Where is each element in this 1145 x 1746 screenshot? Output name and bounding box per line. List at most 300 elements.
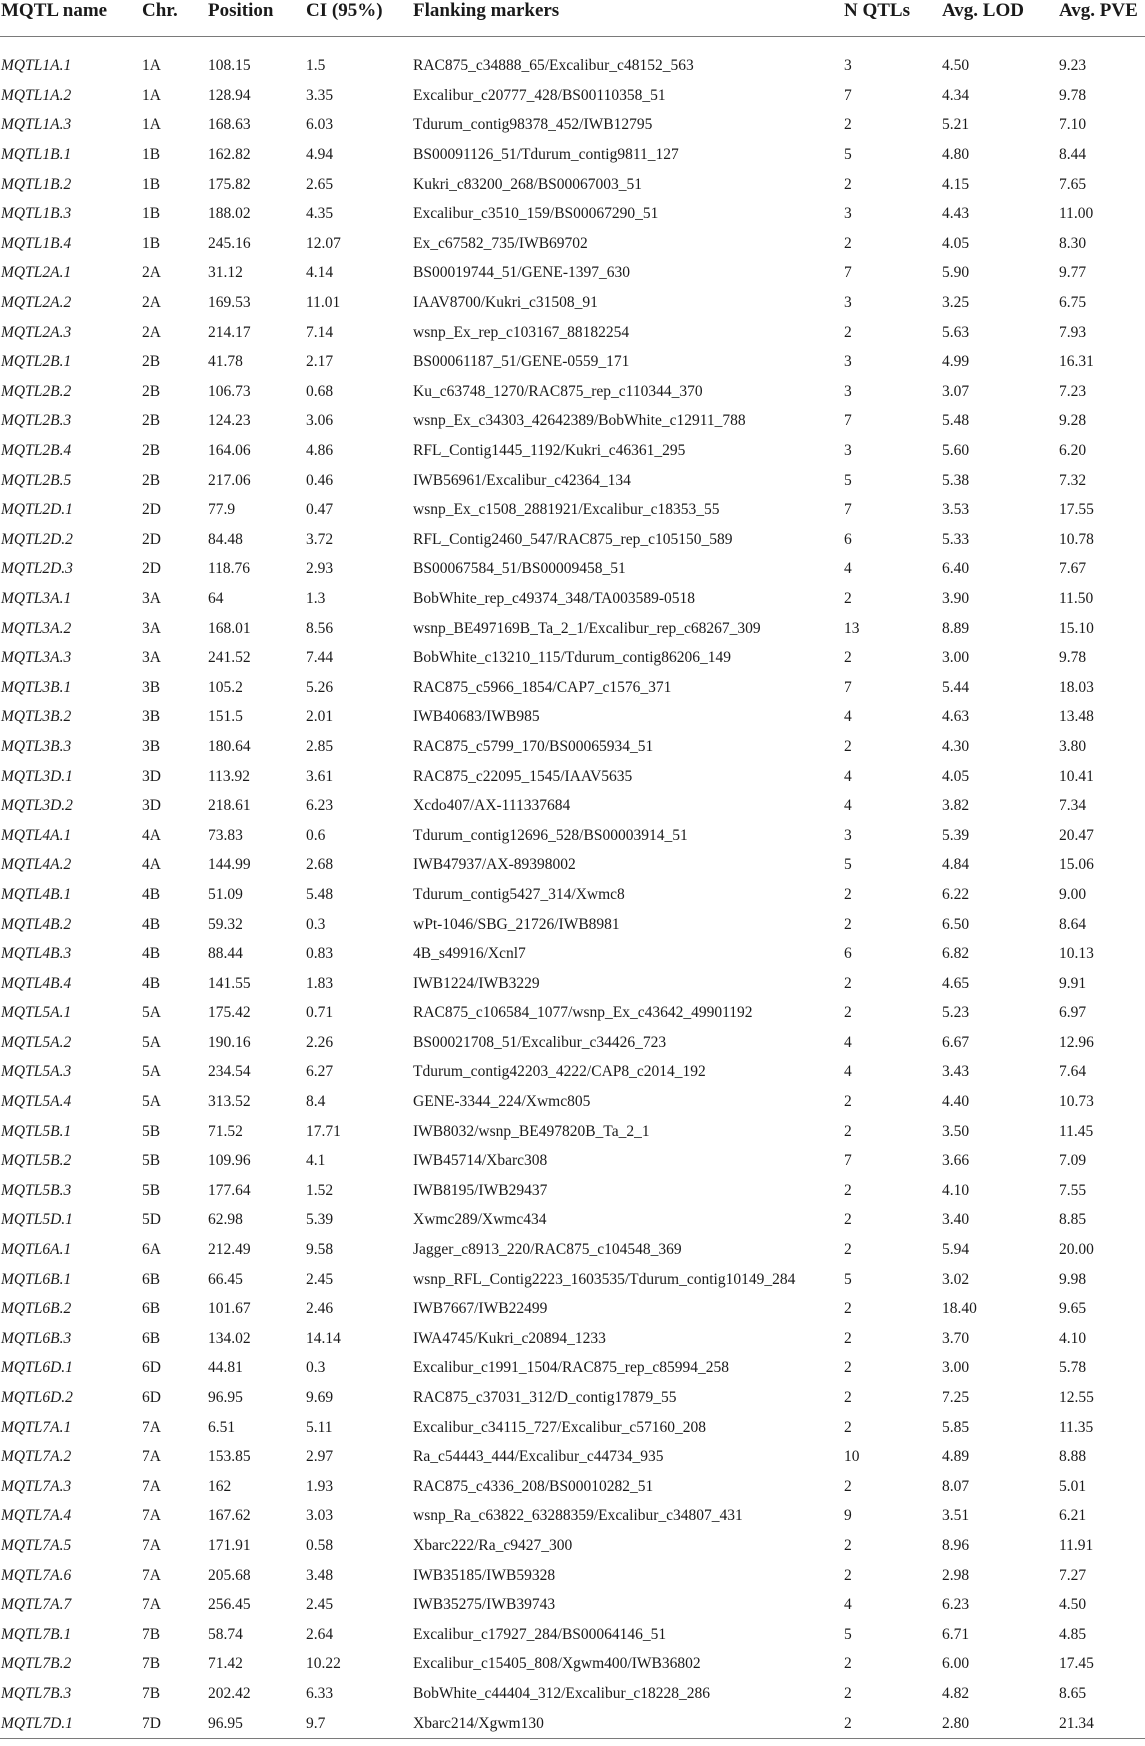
table-row	[0, 525, 1145, 555]
cell-ci: 6.33	[306, 1684, 334, 1702]
cell-ci: 0.46	[306, 471, 334, 489]
cell-avg-lod: 3.51	[942, 1507, 970, 1525]
cell-ci: 1.52	[306, 1181, 334, 1199]
cell-position: 162	[208, 1477, 232, 1495]
table-row	[0, 1531, 1145, 1561]
table-row	[0, 732, 1145, 762]
cell-ci: 1.5	[306, 57, 326, 75]
cell-ci: 8.4	[306, 1093, 326, 1111]
cell-position: 88.44	[208, 945, 243, 963]
cell-ci: 2.26	[306, 1033, 334, 1051]
cell-avg-lod: 4.05	[942, 234, 970, 252]
cell-n-qtls: 4	[844, 797, 852, 815]
cell-avg-lod: 6.82	[942, 945, 970, 963]
cell-flanking-markers: IAAV8700/Kukri_c31508_91	[413, 294, 598, 312]
cell-n-qtls: 7	[844, 264, 852, 282]
table-row	[0, 465, 1145, 495]
cell-avg-pve: 8.30	[1059, 234, 1087, 252]
table-row	[0, 1294, 1145, 1324]
cell-n-qtls: 2	[844, 974, 852, 992]
cell-n-qtls: 3	[844, 205, 852, 223]
table-row	[0, 1472, 1145, 1502]
table-row	[0, 495, 1145, 525]
cell-avg-pve: 18.03	[1059, 678, 1094, 696]
cell-position: 96.95	[208, 1389, 243, 1407]
cell-position: 141.55	[208, 974, 251, 992]
cell-chromosome: 5A	[142, 1033, 161, 1051]
cell-chromosome: 7A	[142, 1448, 161, 1466]
cell-avg-lod: 5.23	[942, 1004, 970, 1022]
cell-chromosome: 7A	[142, 1596, 161, 1614]
cell-flanking-markers: GENE-3344_224/Xwmc805	[413, 1093, 591, 1111]
cell-chromosome: 1A	[142, 57, 161, 75]
cell-position: 167.62	[208, 1507, 251, 1525]
cell-chromosome: 4A	[142, 826, 161, 844]
cell-n-qtls: 2	[844, 1655, 852, 1673]
cell-position: 188.02	[208, 205, 251, 223]
table-row	[0, 288, 1145, 318]
cell-n-qtls: 3	[844, 442, 852, 460]
cell-avg-pve: 12.96	[1059, 1033, 1094, 1051]
cell-avg-lod: 6.00	[942, 1655, 970, 1673]
cell-flanking-markers: Xcdo407/AX-111337684	[413, 797, 571, 815]
cell-avg-lod: 3.00	[942, 1359, 970, 1377]
cell-ci: 6.27	[306, 1063, 334, 1081]
cell-flanking-markers: Excalibur_c1991_1504/RAC875_rep_c85994_258	[413, 1359, 729, 1377]
cell-chromosome: 7B	[142, 1655, 161, 1673]
cell-n-qtls: 2	[844, 737, 852, 755]
table-body	[0, 37, 1145, 1739]
cell-ci: 2.17	[306, 353, 334, 371]
cell-n-qtls: 3	[844, 353, 852, 371]
cell-position: 109.96	[208, 1152, 251, 1170]
cell-ci: 7.14	[306, 323, 334, 341]
cell-mqtl-name: MQTL7A.3	[1, 1477, 72, 1495]
cell-position: 134.02	[208, 1329, 251, 1347]
cell-mqtl-name: MQTL5B.3	[1, 1181, 72, 1199]
cell-avg-lod: 3.25	[942, 294, 970, 312]
cell-flanking-markers: IWB35185/IWB59328	[413, 1566, 556, 1584]
cell-avg-lod: 4.15	[942, 175, 970, 193]
cell-n-qtls: 2	[844, 175, 852, 193]
cell-ci: 17.71	[306, 1122, 341, 1140]
table-row	[0, 1560, 1145, 1590]
cell-chromosome: 3D	[142, 797, 161, 815]
header-ci: CI (95%)	[305, 0, 412, 37]
cell-position: 151.5	[208, 708, 243, 726]
cell-mqtl-name: MQTL2B.3	[1, 412, 72, 430]
table-row	[0, 1176, 1145, 1206]
cell-mqtl-name: MQTL7A.6	[1, 1566, 72, 1584]
cell-n-qtls: 10	[844, 1448, 860, 1466]
cell-chromosome: 3B	[142, 708, 161, 726]
cell-chromosome: 6B	[142, 1270, 161, 1288]
cell-avg-pve: 7.32	[1059, 471, 1087, 489]
table-row	[0, 1057, 1145, 1087]
cell-flanking-markers: Tdurum_contig12696_528/BS00003914_51	[413, 826, 688, 844]
table-row	[0, 1708, 1145, 1738]
cell-mqtl-name: MQTL2B.5	[1, 471, 72, 489]
cell-ci: 2.45	[306, 1596, 334, 1614]
cell-avg-pve: 7.65	[1059, 175, 1087, 193]
cell-avg-lod: 3.00	[942, 649, 970, 667]
cell-flanking-markers: IWA4745/Kukri_c20894_1233	[413, 1329, 606, 1347]
cell-position: 205.68	[208, 1566, 251, 1584]
cell-flanking-markers: IWB8195/IWB29437	[413, 1181, 548, 1199]
cell-avg-pve: 8.65	[1059, 1684, 1087, 1702]
cell-ci: 1.93	[306, 1477, 334, 1495]
cell-n-qtls: 2	[844, 1122, 852, 1140]
cell-position: 153.85	[208, 1448, 251, 1466]
cell-n-qtls: 5	[844, 1625, 852, 1643]
cell-avg-pve: 4.10	[1059, 1329, 1087, 1347]
header-n-qtls: N QTLs	[843, 0, 941, 37]
cell-chromosome: 6D	[142, 1359, 161, 1377]
cell-ci: 4.1	[306, 1152, 326, 1170]
cell-flanking-markers: RAC875_c34888_65/Excalibur_c48152_563	[413, 57, 694, 75]
cell-n-qtls: 2	[844, 1389, 852, 1407]
cell-mqtl-name: MQTL6B.3	[1, 1329, 72, 1347]
table-row	[0, 968, 1145, 998]
cell-avg-pve: 9.23	[1059, 57, 1087, 75]
cell-ci: 2.65	[306, 175, 334, 193]
table-row	[0, 199, 1145, 229]
cell-avg-pve: 7.64	[1059, 1063, 1087, 1081]
cell-n-qtls: 5	[844, 1270, 852, 1288]
cell-avg-lod: 3.50	[942, 1122, 970, 1140]
table-row	[0, 613, 1145, 643]
cell-avg-lod: 5.48	[942, 412, 970, 430]
cell-avg-pve: 13.48	[1059, 708, 1094, 726]
cell-ci: 4.94	[306, 146, 334, 164]
cell-avg-pve: 7.23	[1059, 382, 1087, 400]
cell-avg-pve: 7.55	[1059, 1181, 1087, 1199]
table-row	[0, 377, 1145, 407]
cell-avg-pve: 17.55	[1059, 501, 1094, 519]
cell-flanking-markers: IWB8032/wsnp_BE497820B_Ta_2_1	[413, 1122, 650, 1140]
cell-avg-pve: 7.27	[1059, 1566, 1087, 1584]
table-row	[0, 347, 1145, 377]
cell-ci: 4.14	[306, 264, 334, 282]
cell-ci: 5.11	[306, 1418, 333, 1436]
cell-mqtl-name: MQTL5A.4	[1, 1093, 72, 1111]
cell-n-qtls: 3	[844, 826, 852, 844]
cell-flanking-markers: RAC875_c4336_208/BS00010282_51	[413, 1477, 654, 1495]
cell-avg-pve: 9.77	[1059, 264, 1087, 282]
cell-position: 168.01	[208, 619, 251, 637]
cell-n-qtls: 7	[844, 501, 852, 519]
cell-position: 96.95	[207, 1708, 305, 1738]
cell-avg-pve: 20.00	[1059, 1241, 1094, 1259]
cell-flanking-markers: IWB47937/AX-89398002	[413, 856, 576, 874]
cell-flanking-markers: BS00019744_51/GENE-1397_630	[413, 264, 630, 282]
cell-mqtl-name: MQTL1A.1	[1, 57, 72, 75]
cell-flanking-markers: Tdurum_contig5427_314/Xwmc8	[413, 885, 625, 903]
table-row	[0, 1353, 1145, 1383]
cell-flanking-markers: BS00067584_51/BS00009458_51	[413, 560, 626, 578]
cell-avg-pve: 6.97	[1059, 1004, 1087, 1022]
cell-ci: 14.14	[306, 1329, 341, 1347]
cell-flanking-markers: Ku_c63748_1270/RAC875_rep_c110344_370	[413, 382, 703, 400]
cell-n-qtls: 2	[844, 649, 852, 667]
cell-flanking-markers: wsnp_Ra_c63822_63288359/Excalibur_c34807_431	[413, 1507, 743, 1525]
cell-flanking-markers: BobWhite_c44404_312/Excalibur_c18228_286	[413, 1684, 711, 1702]
table-header	[0, 0, 1145, 37]
cell-n-qtls: 4	[844, 1033, 852, 1051]
cell-chromosome: 3A	[142, 619, 161, 637]
cell-ci: 3.06	[306, 412, 334, 430]
cell-avg-pve: 9.78	[1059, 86, 1087, 104]
cell-n-qtls: 2	[844, 915, 852, 933]
cell-mqtl-name: MQTL2B.1	[1, 353, 72, 371]
cell-n-qtls: 2	[844, 1359, 852, 1377]
cell-n-qtls: 3	[844, 294, 852, 312]
cell-ci: 9.69	[306, 1389, 334, 1407]
cell-flanking-markers: BS00091126_51/Tdurum_contig9811_127	[413, 146, 679, 164]
cell-avg-lod: 5.33	[942, 530, 970, 548]
cell-avg-pve: 8.85	[1059, 1211, 1087, 1229]
cell-ci: 6.03	[306, 116, 334, 134]
cell-ci: 6.23	[306, 797, 334, 815]
cell-avg-lod: 5.85	[942, 1418, 970, 1436]
cell-flanking-markers: BobWhite_rep_c49374_348/TA003589-0518	[413, 589, 696, 607]
cell-mqtl-name: MQTL7B.1	[1, 1625, 72, 1643]
cell-avg-lod: 5.90	[942, 264, 970, 282]
cell-avg-pve: 12.55	[1059, 1389, 1094, 1407]
cell-position: 106.73	[208, 382, 251, 400]
cell-position: 71.52	[208, 1122, 243, 1140]
cell-ci: 3.35	[306, 86, 334, 104]
table-row	[0, 1412, 1145, 1442]
cell-position: 41.78	[208, 353, 243, 371]
table-row	[0, 436, 1145, 466]
cell-ci: 2.64	[306, 1625, 334, 1643]
cell-n-qtls: 9	[844, 1507, 852, 1525]
cell-avg-lod: 4.43	[942, 205, 970, 223]
cell-mqtl-name: MQTL1B.1	[1, 146, 72, 164]
table-row	[0, 1235, 1145, 1265]
cell-flanking-markers: Excalibur_c15405_808/Xgwm400/IWB36802	[413, 1655, 701, 1673]
cell-n-qtls: 7	[844, 412, 852, 430]
cell-mqtl-name: MQTL3D.1	[1, 767, 73, 785]
cell-ci: 2.93	[306, 560, 334, 578]
cell-n-qtls: 4	[844, 1596, 852, 1614]
cell-position: 62.98	[208, 1211, 243, 1229]
table-row	[0, 850, 1145, 880]
cell-position: 51.09	[208, 885, 243, 903]
cell-mqtl-name: MQTL5B.1	[1, 1122, 72, 1140]
cell-position: 118.76	[208, 560, 251, 578]
table-row	[0, 1649, 1145, 1679]
cell-n-qtls: 13	[844, 619, 860, 637]
cell-mqtl-name: MQTL7A.5	[1, 1536, 72, 1554]
cell-avg-lod: 8.89	[942, 619, 970, 637]
cell-position: 71.42	[208, 1655, 243, 1673]
cell-flanking-markers: IWB40683/IWB985	[413, 708, 540, 726]
cell-position: 214.17	[208, 323, 251, 341]
cell-position: 66.45	[208, 1270, 243, 1288]
cell-chromosome: 4B	[142, 885, 161, 903]
cell-avg-pve: 8.88	[1059, 1448, 1087, 1466]
cell-chromosome: 1B	[142, 175, 161, 193]
cell-mqtl-name: MQTL3D.2	[1, 797, 73, 815]
cell-chromosome: 6D	[142, 1389, 161, 1407]
cell-avg-pve: 5.78	[1059, 1359, 1087, 1377]
cell-avg-lod: 3.02	[942, 1270, 970, 1288]
cell-mqtl-name: MQTL3A.3	[1, 649, 72, 667]
cell-position: 256.45	[208, 1596, 251, 1614]
cell-avg-lod: 3.66	[942, 1152, 970, 1170]
cell-flanking-markers: Ex_c67582_735/IWB69702	[413, 234, 588, 252]
cell-mqtl-name: MQTL5D.1	[1, 1211, 73, 1229]
cell-position: 108.15	[208, 57, 251, 75]
cell-mqtl-name: MQTL3A.1	[1, 589, 72, 607]
cell-avg-lod: 6.50	[942, 915, 970, 933]
cell-position: 59.32	[208, 915, 243, 933]
table-row	[0, 140, 1145, 170]
cell-avg-lod: 4.40	[942, 1093, 970, 1111]
cell-n-qtls: 6	[844, 530, 852, 548]
cell-avg-lod: 5.39	[942, 826, 970, 844]
cell-mqtl-name: MQTL4B.3	[1, 945, 72, 963]
cell-avg-pve: 9.65	[1059, 1300, 1087, 1318]
cell-avg-pve: 15.10	[1059, 619, 1094, 637]
cell-mqtl-name: MQTL7A.1	[1, 1418, 72, 1436]
cell-ci: 11.01	[306, 294, 341, 312]
cell-position: 58.74	[208, 1625, 243, 1643]
cell-mqtl-name: MQTL1B.2	[1, 175, 72, 193]
cell-mqtl-name: MQTL7B.2	[1, 1655, 72, 1673]
cell-n-qtls: 2	[844, 1536, 852, 1554]
cell-avg-lod: 5.94	[942, 1241, 970, 1259]
cell-avg-pve: 11.50	[1059, 589, 1094, 607]
cell-n-qtls: 3	[844, 382, 852, 400]
header-mqtl-name: MQTL name	[0, 0, 141, 37]
cell-ci: 0.83	[306, 945, 334, 963]
header-chromosome: Chr.	[141, 0, 207, 37]
cell-avg-lod: 2.80	[941, 1708, 1058, 1738]
cell-mqtl-name: MQTL2B.2	[1, 382, 72, 400]
cell-position: 168.63	[208, 116, 251, 134]
header-avg-lod: Avg. LOD	[941, 0, 1058, 37]
cell-mqtl-name: MQTL4B.4	[1, 974, 72, 992]
cell-avg-lod: 4.30	[942, 737, 970, 755]
cell-avg-pve: 7.67	[1059, 560, 1087, 578]
cell-flanking-markers: Jagger_c8913_220/RAC875_c104548_369	[413, 1241, 682, 1259]
table-row	[0, 909, 1145, 939]
cell-n-qtls: 2	[844, 234, 852, 252]
cell-avg-lod: 4.82	[942, 1684, 970, 1702]
cell-position: 162.82	[208, 146, 251, 164]
cell-mqtl-name: MQTL1B.3	[1, 205, 72, 223]
cell-mqtl-name: MQTL2D.2	[1, 530, 73, 548]
cell-n-qtls: 2	[844, 1477, 852, 1495]
cell-chromosome: 5D	[142, 1211, 161, 1229]
cell-ci: 0.3	[306, 915, 326, 933]
cell-avg-lod: 4.34	[942, 86, 970, 104]
cell-flanking-markers: Kukri_c83200_268/BS00067003_51	[413, 175, 643, 193]
cell-avg-pve: 9.98	[1059, 1270, 1087, 1288]
cell-avg-lod: 4.10	[942, 1181, 970, 1199]
table-row	[0, 406, 1145, 436]
cell-chromosome: 3D	[142, 767, 161, 785]
cell-flanking-markers: RAC875_c37031_312/D_contig17879_55	[413, 1389, 677, 1407]
cell-avg-pve: 3.80	[1059, 737, 1087, 755]
cell-ci: 3.61	[306, 767, 334, 785]
cell-ci: 0.71	[306, 1004, 334, 1022]
cell-avg-pve: 9.28	[1059, 412, 1087, 430]
cell-mqtl-name: MQTL3B.2	[1, 708, 72, 726]
cell-avg-lod: 4.65	[942, 974, 970, 992]
cell-flanking-markers: Xbarc222/Ra_c9427_300	[413, 1536, 573, 1554]
cell-ci: 2.46	[306, 1300, 334, 1318]
cell-ci: 2.45	[306, 1270, 334, 1288]
cell-chromosome: 3B	[142, 737, 161, 755]
cell-n-qtls: 4	[844, 1063, 852, 1081]
table-row	[0, 672, 1145, 702]
cell-chromosome: 1A	[142, 116, 161, 134]
cell-position: 84.48	[208, 530, 243, 548]
cell-avg-lod: 3.53	[942, 501, 970, 519]
cell-mqtl-name: MQTL3B.1	[1, 678, 72, 696]
cell-ci: 5.39	[306, 1211, 334, 1229]
cell-avg-pve: 6.21	[1059, 1507, 1087, 1525]
cell-avg-lod: 5.63	[942, 323, 970, 341]
cell-n-qtls: 5	[844, 471, 852, 489]
cell-chromosome: 7D	[141, 1708, 207, 1738]
cell-flanking-markers: BS00061187_51/GENE-0559_171	[413, 353, 630, 371]
cell-avg-pve: 10.78	[1059, 530, 1094, 548]
cell-mqtl-name: MQTL6A.1	[1, 1241, 72, 1259]
cell-avg-lod: 3.90	[942, 589, 970, 607]
cell-avg-lod: 6.67	[942, 1033, 970, 1051]
cell-mqtl-name: MQTL2B.4	[1, 442, 72, 460]
cell-chromosome: 2B	[142, 471, 161, 489]
cell-position: 217.06	[208, 471, 251, 489]
table-row	[0, 820, 1145, 850]
cell-ci: 9.58	[306, 1241, 334, 1259]
cell-flanking-markers: Excalibur_c17927_284/BS00064146_51	[413, 1625, 667, 1643]
cell-chromosome: 2A	[142, 294, 161, 312]
cell-mqtl-name: MQTL1A.3	[1, 116, 72, 134]
cell-n-qtls: 7	[844, 86, 852, 104]
cell-avg-lod: 4.99	[942, 353, 970, 371]
cell-avg-pve: 4.50	[1059, 1596, 1087, 1614]
cell-mqtl-name: MQTL2D.1	[1, 501, 73, 519]
header-avg-pve: Avg. PVE	[1058, 0, 1145, 37]
cell-ci: 0.68	[306, 382, 334, 400]
cell-avg-lod: 3.40	[942, 1211, 970, 1229]
cell-ci: 1.3	[306, 589, 326, 607]
table-row	[0, 761, 1145, 791]
cell-ci: 0.47	[306, 501, 334, 519]
cell-ci: 1.83	[306, 974, 334, 992]
cell-avg-pve: 7.93	[1059, 323, 1087, 341]
cell-avg-pve: 15.06	[1059, 856, 1094, 874]
cell-avg-pve: 9.91	[1059, 974, 1087, 992]
cell-ci: 2.85	[306, 737, 334, 755]
table-row	[0, 1087, 1145, 1117]
cell-n-qtls: 2	[843, 1708, 941, 1738]
cell-avg-lod: 8.07	[942, 1477, 970, 1495]
cell-chromosome: 7A	[142, 1536, 161, 1554]
cell-mqtl-name: MQTL7D.1	[0, 1708, 141, 1738]
cell-flanking-markers: RAC875_c5799_170/BS00065934_51	[413, 737, 654, 755]
cell-chromosome: 6A	[142, 1241, 161, 1259]
cell-chromosome: 2A	[142, 323, 161, 341]
cell-mqtl-name: MQTL6B.2	[1, 1300, 72, 1318]
cell-mqtl-name: MQTL1B.4	[1, 234, 72, 252]
